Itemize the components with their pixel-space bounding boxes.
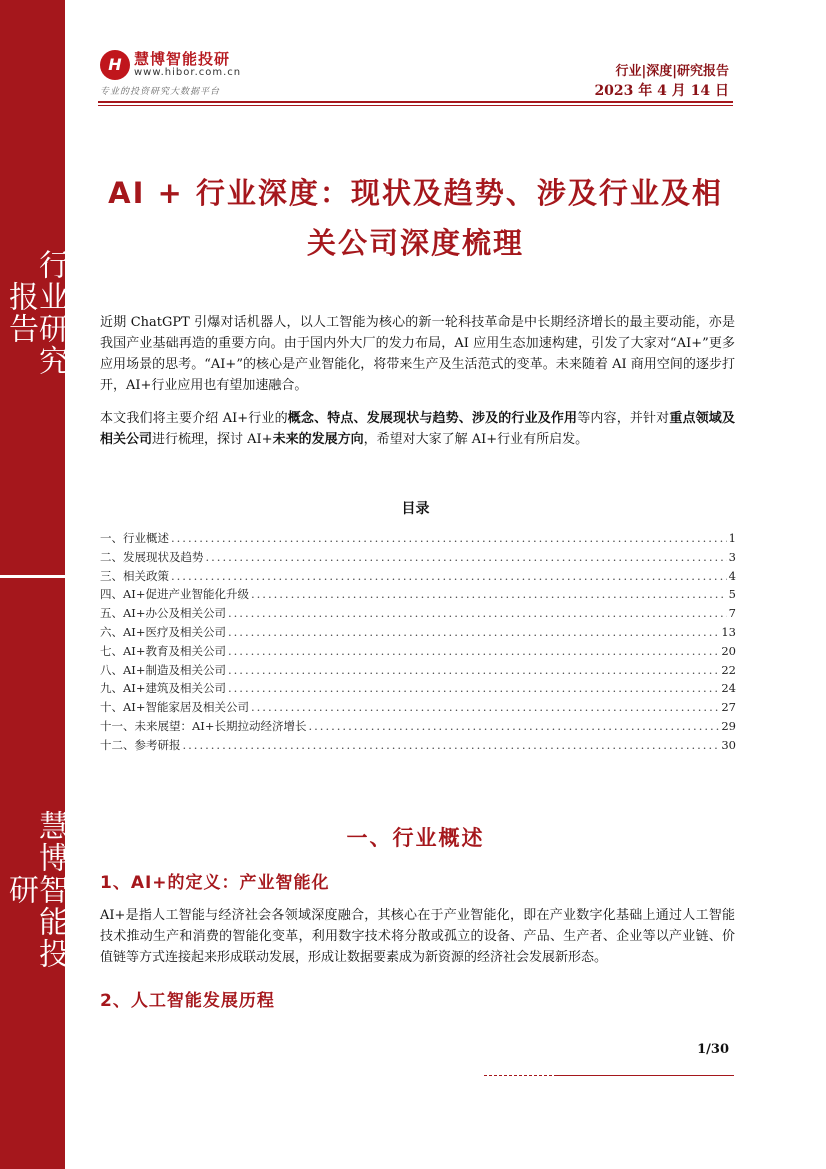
sidebar-report-label: 行业研究报告: [3, 249, 68, 377]
toc-item-label: 二、发展现状及趋势: [100, 549, 204, 564]
toc-item-label: 十一、未来展望：AI+长期拉动经济增长: [100, 718, 307, 733]
toc-item-label: 十二、参考研报: [100, 737, 181, 752]
toc-item-page: 29: [721, 718, 736, 733]
toc-item-label: 四、AI+促进产业智能化升级: [100, 587, 249, 602]
toc-leader: [228, 606, 727, 620]
intro-paragraph-1: 近期 ChatGPT 引爆对话机器人，以人工智能为核心的新一轮科技革命是中长期经济增长的最主要动能，亦是我国产业基础再造的重要方向。由于国内外大厂的发力布局，AI 应用生态加速构建，引发了大家对“AI+”更多应用场景的思考。“AI+”的核心是产业智能化，将带来生产及生活范式的变革。未来随着 AI 商用空间的逐步打开，AI+行业应用也有望加速融合。: [100, 315, 735, 393]
logo-name: 慧博智能投研: [134, 50, 231, 68]
title-line-1: AI + 行业深度：现状及趋势、涉及行业及相: [108, 176, 723, 210]
toc-leader: [228, 663, 719, 677]
logo-url: www.hibor.com.cn: [134, 67, 242, 78]
toc-leader: [228, 625, 719, 639]
subsection-heading: 1、AI+的定义：产业智能化: [100, 873, 330, 893]
toc-item-page: 4: [728, 568, 736, 583]
toc-item-page: 13: [721, 624, 736, 639]
toc-item-page: 24: [721, 681, 736, 696]
toc-item[interactable]: [100, 624, 736, 643]
toc-item-label: 七、AI+教育及相关公司: [100, 643, 226, 658]
toc-item[interactable]: [100, 643, 736, 662]
toc-item[interactable]: [100, 568, 736, 587]
toc-item[interactable]: [100, 737, 736, 756]
sidebar-brand-label: 慧博智能投研: [3, 810, 68, 970]
toc-item[interactable]: [100, 530, 736, 549]
toc-item[interactable]: [100, 662, 736, 681]
intro-p2-bold: 重点领域及相关公司: [100, 411, 735, 447]
toc-item[interactable]: [100, 718, 736, 737]
toc-item[interactable]: [100, 699, 736, 718]
table-of-contents: [100, 530, 736, 756]
report-date: 2023 年 4 月 14 日: [594, 83, 729, 99]
toc-leader: [228, 681, 719, 695]
toc-item-page: 3: [728, 549, 736, 564]
header-rule-thin: [98, 105, 733, 106]
footer-rule: [556, 1075, 734, 1076]
report-type: 行业|深度|研究报告: [615, 64, 729, 79]
toc-item-page: 1: [728, 531, 736, 545]
toc-item-page: 30: [721, 737, 736, 752]
toc-item[interactable]: [100, 549, 736, 568]
toc-item-page: 5: [728, 587, 736, 602]
intro-paragraph-2: [100, 408, 735, 450]
toc-item-label: 九、AI+建筑及相关公司: [100, 681, 226, 696]
title-line-2: 关公司深度梳理: [306, 226, 524, 260]
sidebar-band: [0, 0, 68, 1169]
toc-item-page: 7: [728, 606, 736, 621]
toc-leader: [251, 587, 727, 601]
toc-item-page: 27: [721, 700, 736, 715]
toc-leader: [251, 700, 719, 714]
toc-item-label: 八、AI+制造及相关公司: [100, 662, 226, 677]
toc-leader: [171, 569, 727, 583]
toc-item-label: 十、AI+智能家居及相关公司: [100, 700, 249, 715]
toc-item-label: 六、AI+医疗及相关公司: [100, 624, 226, 639]
toc-item[interactable]: [100, 605, 736, 624]
logo-slogan: 专业的投资研究大数据平台: [100, 87, 221, 97]
toc-leader: [183, 738, 720, 752]
section-heading: 一、行业概述: [346, 826, 485, 850]
toc-item-label: 三、相关政策: [100, 568, 169, 583]
toc-leader: [308, 719, 719, 733]
sidebar-divider: [0, 575, 65, 578]
toc-item-label: 五、AI+办公及相关公司: [100, 606, 226, 621]
page-title: [98, 168, 733, 268]
logo-mark-icon: H: [100, 50, 130, 80]
intro-p2-bold: 概念、特点、发展现状与趋势、涉及的行业及作用: [287, 411, 578, 426]
body-paragraph: AI+是指人工智能与经济社会各领域深度融合，其核心在于产业智能化，即在产业数字化基础上通过人工智能技术推动生产和消费的智能化变革，利用数字技术将分散或孤立的设备、产品、生产者、企业等以产业链、价值链等方式连接起来形成联动发展，形成让数据要素成为新资源的经济社会发展新形态。: [100, 908, 735, 965]
toc-item[interactable]: [100, 680, 736, 699]
toc-leader: [206, 550, 727, 564]
toc-leader: [228, 644, 719, 658]
toc-item-page: 20: [721, 643, 736, 658]
logo: [100, 48, 260, 100]
page-number: 1/30: [697, 1042, 729, 1057]
subsection-heading: 2、人工智能发展历程: [100, 991, 275, 1011]
intro-p2-text: 等内容，并针对: [577, 411, 670, 426]
toc-item-label: 一、行业概述: [100, 531, 169, 545]
toc-item-page: 22: [721, 662, 736, 677]
intro-p2-text: 本文我们将主要介绍 AI+行业的: [100, 411, 288, 426]
intro-p2-text: 进行梳理，探讨 AI+: [152, 432, 273, 447]
toc-title: 目录: [401, 501, 430, 517]
intro-p2-text: ，希望对大家了解 AI+行业有所启发。: [363, 432, 589, 447]
toc-item[interactable]: [100, 586, 736, 605]
intro-p2-bold: 未来的发展方向: [272, 432, 364, 447]
toc-leader: [171, 531, 727, 545]
header-rule: [98, 101, 733, 103]
